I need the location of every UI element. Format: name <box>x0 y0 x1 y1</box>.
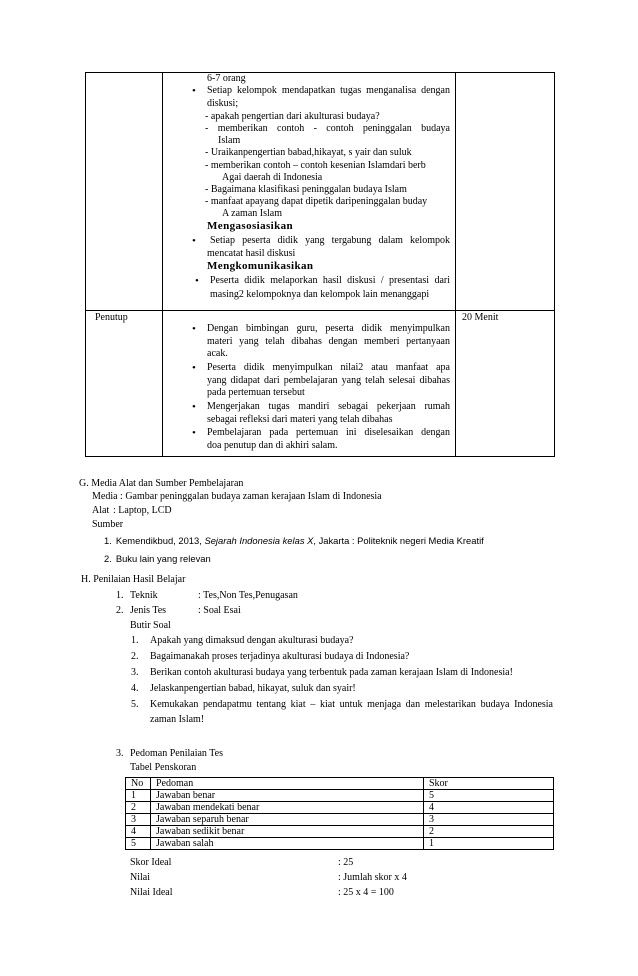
row-score: 3 <box>424 814 554 826</box>
bullet-icon: • <box>192 235 196 247</box>
row-score: 5 <box>424 790 554 802</box>
source-text: , Jakarta : Politeknik negeri Media Kreatif <box>313 535 484 546</box>
mengasosiasikan-heading: Mengasosiasikan <box>207 220 294 232</box>
row-number: 4 <box>126 826 151 838</box>
method-value: : Tes,Non Tes,Penugasan <box>198 590 298 601</box>
summary-label: Skor Ideal <box>130 857 172 868</box>
closing-item-line: yang didapat dari pembelajaran yang telah selesai dibahas <box>207 375 450 386</box>
closing-item-line: doa penutup dan di akhiri salam. <box>207 440 338 451</box>
section-heading: H. Penilaian Hasil Belajar <box>81 574 186 585</box>
closing-item-line: Mengerjakan tugas mandiri sebagai pekerjaan rumah <box>207 401 450 412</box>
row-number: 3 <box>126 814 151 826</box>
row-criteria: Jawaban separuh benar <box>151 814 424 826</box>
table-row <box>126 790 554 802</box>
source-text: Kemendikbud, 2013, <box>115 535 205 546</box>
mengasosiasikan-item: Setiap peserta didik yang tergabung dalam kelompok <box>210 235 450 246</box>
mengasosiasikan-item: mencatat hasil diskusi <box>207 248 296 259</box>
discussion-question-continued: A zaman Islam <box>222 208 282 219</box>
discussion-question: - Bagaimana klasifikasi peninggalan budaya Islam <box>205 184 407 195</box>
duration-label: 20 Menit <box>462 312 499 323</box>
table-row-divider <box>85 310 555 311</box>
source-text: Buku lain yang relevan <box>115 553 211 564</box>
method-label: Teknik <box>130 590 158 601</box>
source-number: 2. <box>104 553 112 564</box>
method-value: : Soal Esai <box>198 605 241 616</box>
question-number: 4. <box>131 683 139 694</box>
summary-label: Nilai <box>130 872 150 883</box>
row-score: 1 <box>424 838 554 850</box>
mengkomunikasikan-heading: Mengkomunikasikan <box>207 260 314 272</box>
closing-item-line: materi yang telah dibahas dengan memberi pertanyaan <box>207 336 450 347</box>
row-score: 2 <box>424 826 554 838</box>
discussion-question: - memberikan contoh – contoh kesenian Islamdari berb <box>205 160 426 171</box>
source-number: 1. <box>104 535 112 546</box>
question-text: Bagaimanakah proses terjadinya akulturasi budaya di Indonesia? <box>150 651 410 662</box>
row-number: 2 <box>126 802 151 814</box>
sumber-label: Sumber <box>92 519 124 530</box>
table-row <box>126 826 554 838</box>
table-row <box>126 838 554 850</box>
row-criteria: Jawaban sedikit benar <box>151 826 424 838</box>
scoring-table <box>125 777 554 850</box>
discussion-question: - Uraikanpengertian babad,hikayat, s yair dan suluk <box>205 147 412 158</box>
bullet-icon: • <box>192 323 196 335</box>
method-number: 1. <box>116 590 124 601</box>
row-criteria: Jawaban benar <box>151 790 424 802</box>
row-criteria: Jawaban mendekati benar <box>151 802 424 814</box>
row-score: 4 <box>424 802 554 814</box>
stage-label: Penutup <box>95 312 128 323</box>
column-header: Skor <box>424 778 554 790</box>
question-number: 2. <box>131 651 139 662</box>
question-text: Kemukakan pendapatmu tentang kiat – kiat untuk menjaga dan melestarikan budaya Indonesia <box>150 699 553 710</box>
bullet-icon: • <box>192 85 196 97</box>
table-border-bottom <box>85 456 555 457</box>
bullet-icon: • <box>195 275 199 287</box>
closing-item-line: sebagai refleksi dari materi yang telah dibahas <box>207 414 393 425</box>
mengkomunikasikan-item: masing2 kelompoknya dan kelompok lain menanggapi <box>210 289 430 300</box>
alat-label: Alat <box>92 505 110 516</box>
table-row <box>126 802 554 814</box>
summary-value: : 25 x 4 = 100 <box>338 887 394 898</box>
section-heading: G. Media Alat dan Sumber Pembelajaran <box>79 478 244 489</box>
table-row <box>126 814 554 826</box>
closing-item-line: Pembelajaran pada pertemuan ini diselesaikan dengan <box>207 427 450 438</box>
table-header-row <box>126 778 554 790</box>
discussion-question: - manfaat apayang dapat dipetik daripeninggalan buday <box>205 196 428 207</box>
source-item <box>104 552 211 565</box>
bullet-icon: • <box>192 362 196 374</box>
question-number: 5. <box>131 699 139 710</box>
closing-item-line: Peserta didik menyimpulkan nilai2 atau manfaat apa <box>207 362 450 373</box>
row-number: 1 <box>126 790 151 802</box>
method-number: 2. <box>116 605 124 616</box>
summary-value: : 25 <box>338 857 354 868</box>
column-header: Pedoman <box>151 778 424 790</box>
scoring-guide-title: Pedoman Penilaian Tes <box>130 748 223 759</box>
closing-item-line: pada pertemuan tersebut <box>207 387 305 398</box>
closing-item-line: acak. <box>207 348 228 359</box>
alat-value: : Laptop, LCD <box>113 505 172 516</box>
method-label: Jenis Tes <box>130 605 167 616</box>
question-text-continued: zaman Islam! <box>150 714 205 725</box>
bullet-icon: • <box>192 401 196 413</box>
media-line: Media : Gambar peninggalan budaya zaman kerajaan Islam di Indonesia <box>92 491 382 502</box>
question-number: 1. <box>131 635 139 646</box>
discussion-question: - memberikan contoh - contoh peninggalan budaya <box>205 123 450 134</box>
discussion-question: - apakah pengertian dari akulturasi budaya? <box>205 111 380 122</box>
source-title: Sejarah Indonesia kelas X <box>204 535 314 546</box>
source-item <box>104 534 484 547</box>
question-text: Berikan contoh akulturasi budaya yang terbentuk pada zaman kerajaan Islam di Indonesia! <box>150 667 513 678</box>
table-border-right <box>554 72 555 457</box>
row-criteria: Jawaban salah <box>151 838 424 850</box>
mengkomunikasikan-item: Peserta didik melaporkan hasil diskusi / presentasi dari <box>210 275 450 286</box>
question-text: Apakah yang dimaksud dengan akulturasi budaya? <box>150 635 354 646</box>
table-column-divider <box>162 72 163 457</box>
questions-heading: Butir Soal <box>130 620 171 631</box>
scoring-guide-number: 3. <box>116 748 124 759</box>
task-intro-line: Setiap kelompok mendapatkan tugas menganalisa dengan <box>207 85 450 96</box>
task-intro-line: diskusi; <box>207 98 239 109</box>
scoring-table-caption: Tabel Penskoran <box>130 762 197 773</box>
question-text: Jelaskanpengertian babad, hikayat, suluk dan syair! <box>150 683 356 694</box>
summary-value: : Jumlah skor x 4 <box>338 872 407 883</box>
closing-item-line: Dengan bimbingan guru, peserta didik menyimpulkan <box>207 323 450 334</box>
bullet-icon: • <box>192 427 196 439</box>
table-column-divider <box>455 72 456 457</box>
discussion-question-continued: Agai daerah di Indonesia <box>222 172 323 183</box>
summary-label: Nilai Ideal <box>130 887 173 898</box>
discussion-question-continued: Islam <box>218 135 241 146</box>
table-border-top <box>85 72 555 73</box>
table-border-left <box>85 72 86 457</box>
column-header: No <box>126 778 151 790</box>
group-size-text: 6-7 orang <box>207 73 246 84</box>
question-number: 3. <box>131 667 139 678</box>
row-number: 5 <box>126 838 151 850</box>
